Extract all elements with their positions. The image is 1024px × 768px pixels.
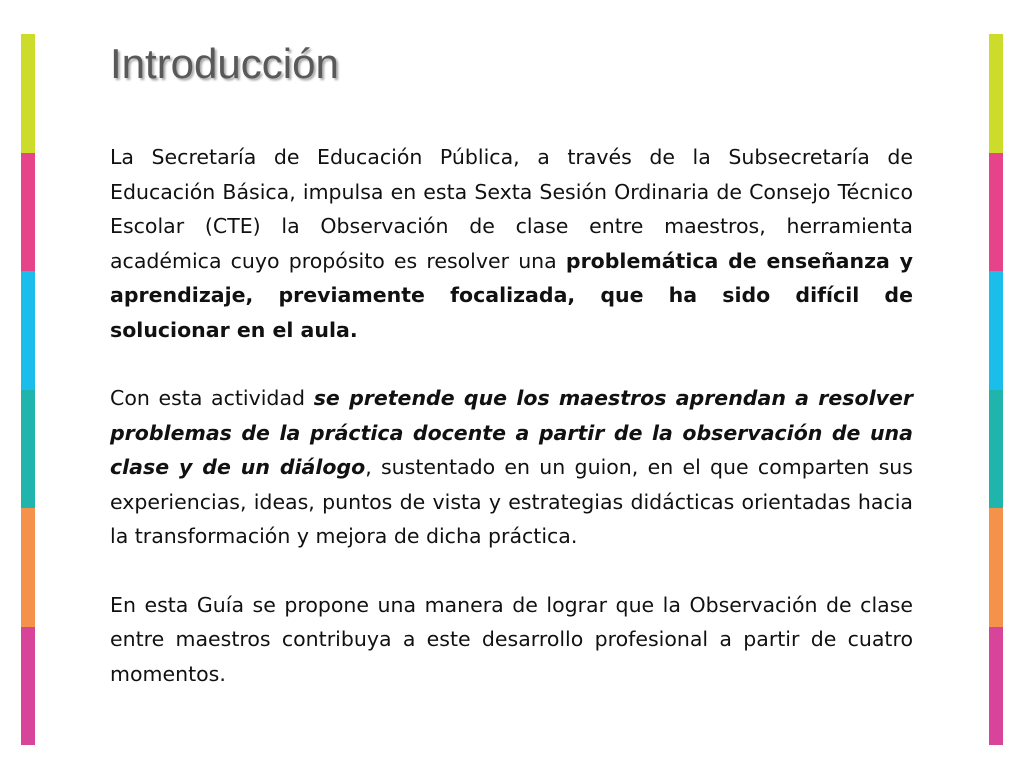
bar-segment-teal xyxy=(21,390,35,509)
bar-segment-magenta xyxy=(21,627,35,746)
bar-segment-pink xyxy=(21,153,35,272)
slide-title: Introducción xyxy=(110,40,339,87)
bar-segment-teal xyxy=(989,390,1003,509)
bar-segment-lime xyxy=(21,34,35,153)
paragraph-2-text-start: Con esta actividad xyxy=(110,386,314,410)
slide-body xyxy=(110,140,913,725)
paragraph-3-text: En esta Guía se propone una manera de lograr que la Observación de clase entre maestros contribuya a este desarrollo profesional a partir de cuatro momentos. xyxy=(110,592,913,686)
paragraph-2-bold-italic: se pretende que los maestros aprendan a resolver problemas de la práctica docente a partir de la observación de una clase y de un diálogo xyxy=(110,386,913,479)
bar-segment-cyan xyxy=(989,271,1003,390)
bar-segment-cyan xyxy=(21,271,35,390)
paragraph-2 xyxy=(110,381,913,554)
paragraph-1-text: La Secretaría de Educación Pública, a través de la Subsecretaría de Educación Básica, impulsa en esta Sexta Sesión Ordinaria de Consejo Técnico Escolar (CTE) la Observación de clase entre maestros, herramienta académica cuyo propósito es resolver una xyxy=(110,145,913,273)
paragraph-1-bold: problemática de enseñanza y aprendizaje, previamente focalizada, que ha sido difícil de solucionar en el aula. xyxy=(110,248,913,342)
paragraph-2-text-end: , sustentado en un guion, en el que comparten sus experiencias, ideas, puntos de vista y estrategias didácticas orientadas hacia la transformación y mejora de dicha práctica. xyxy=(110,455,913,548)
paragraph-1 xyxy=(110,140,913,347)
bar-segment-orange xyxy=(21,508,35,627)
bar-segment-lime xyxy=(989,34,1003,153)
bar-segment-orange xyxy=(989,508,1003,627)
left-color-bar xyxy=(21,34,35,745)
paragraph-3 xyxy=(110,588,913,692)
bar-segment-magenta xyxy=(989,627,1003,746)
bar-segment-pink xyxy=(989,153,1003,272)
right-color-bar xyxy=(989,34,1003,745)
